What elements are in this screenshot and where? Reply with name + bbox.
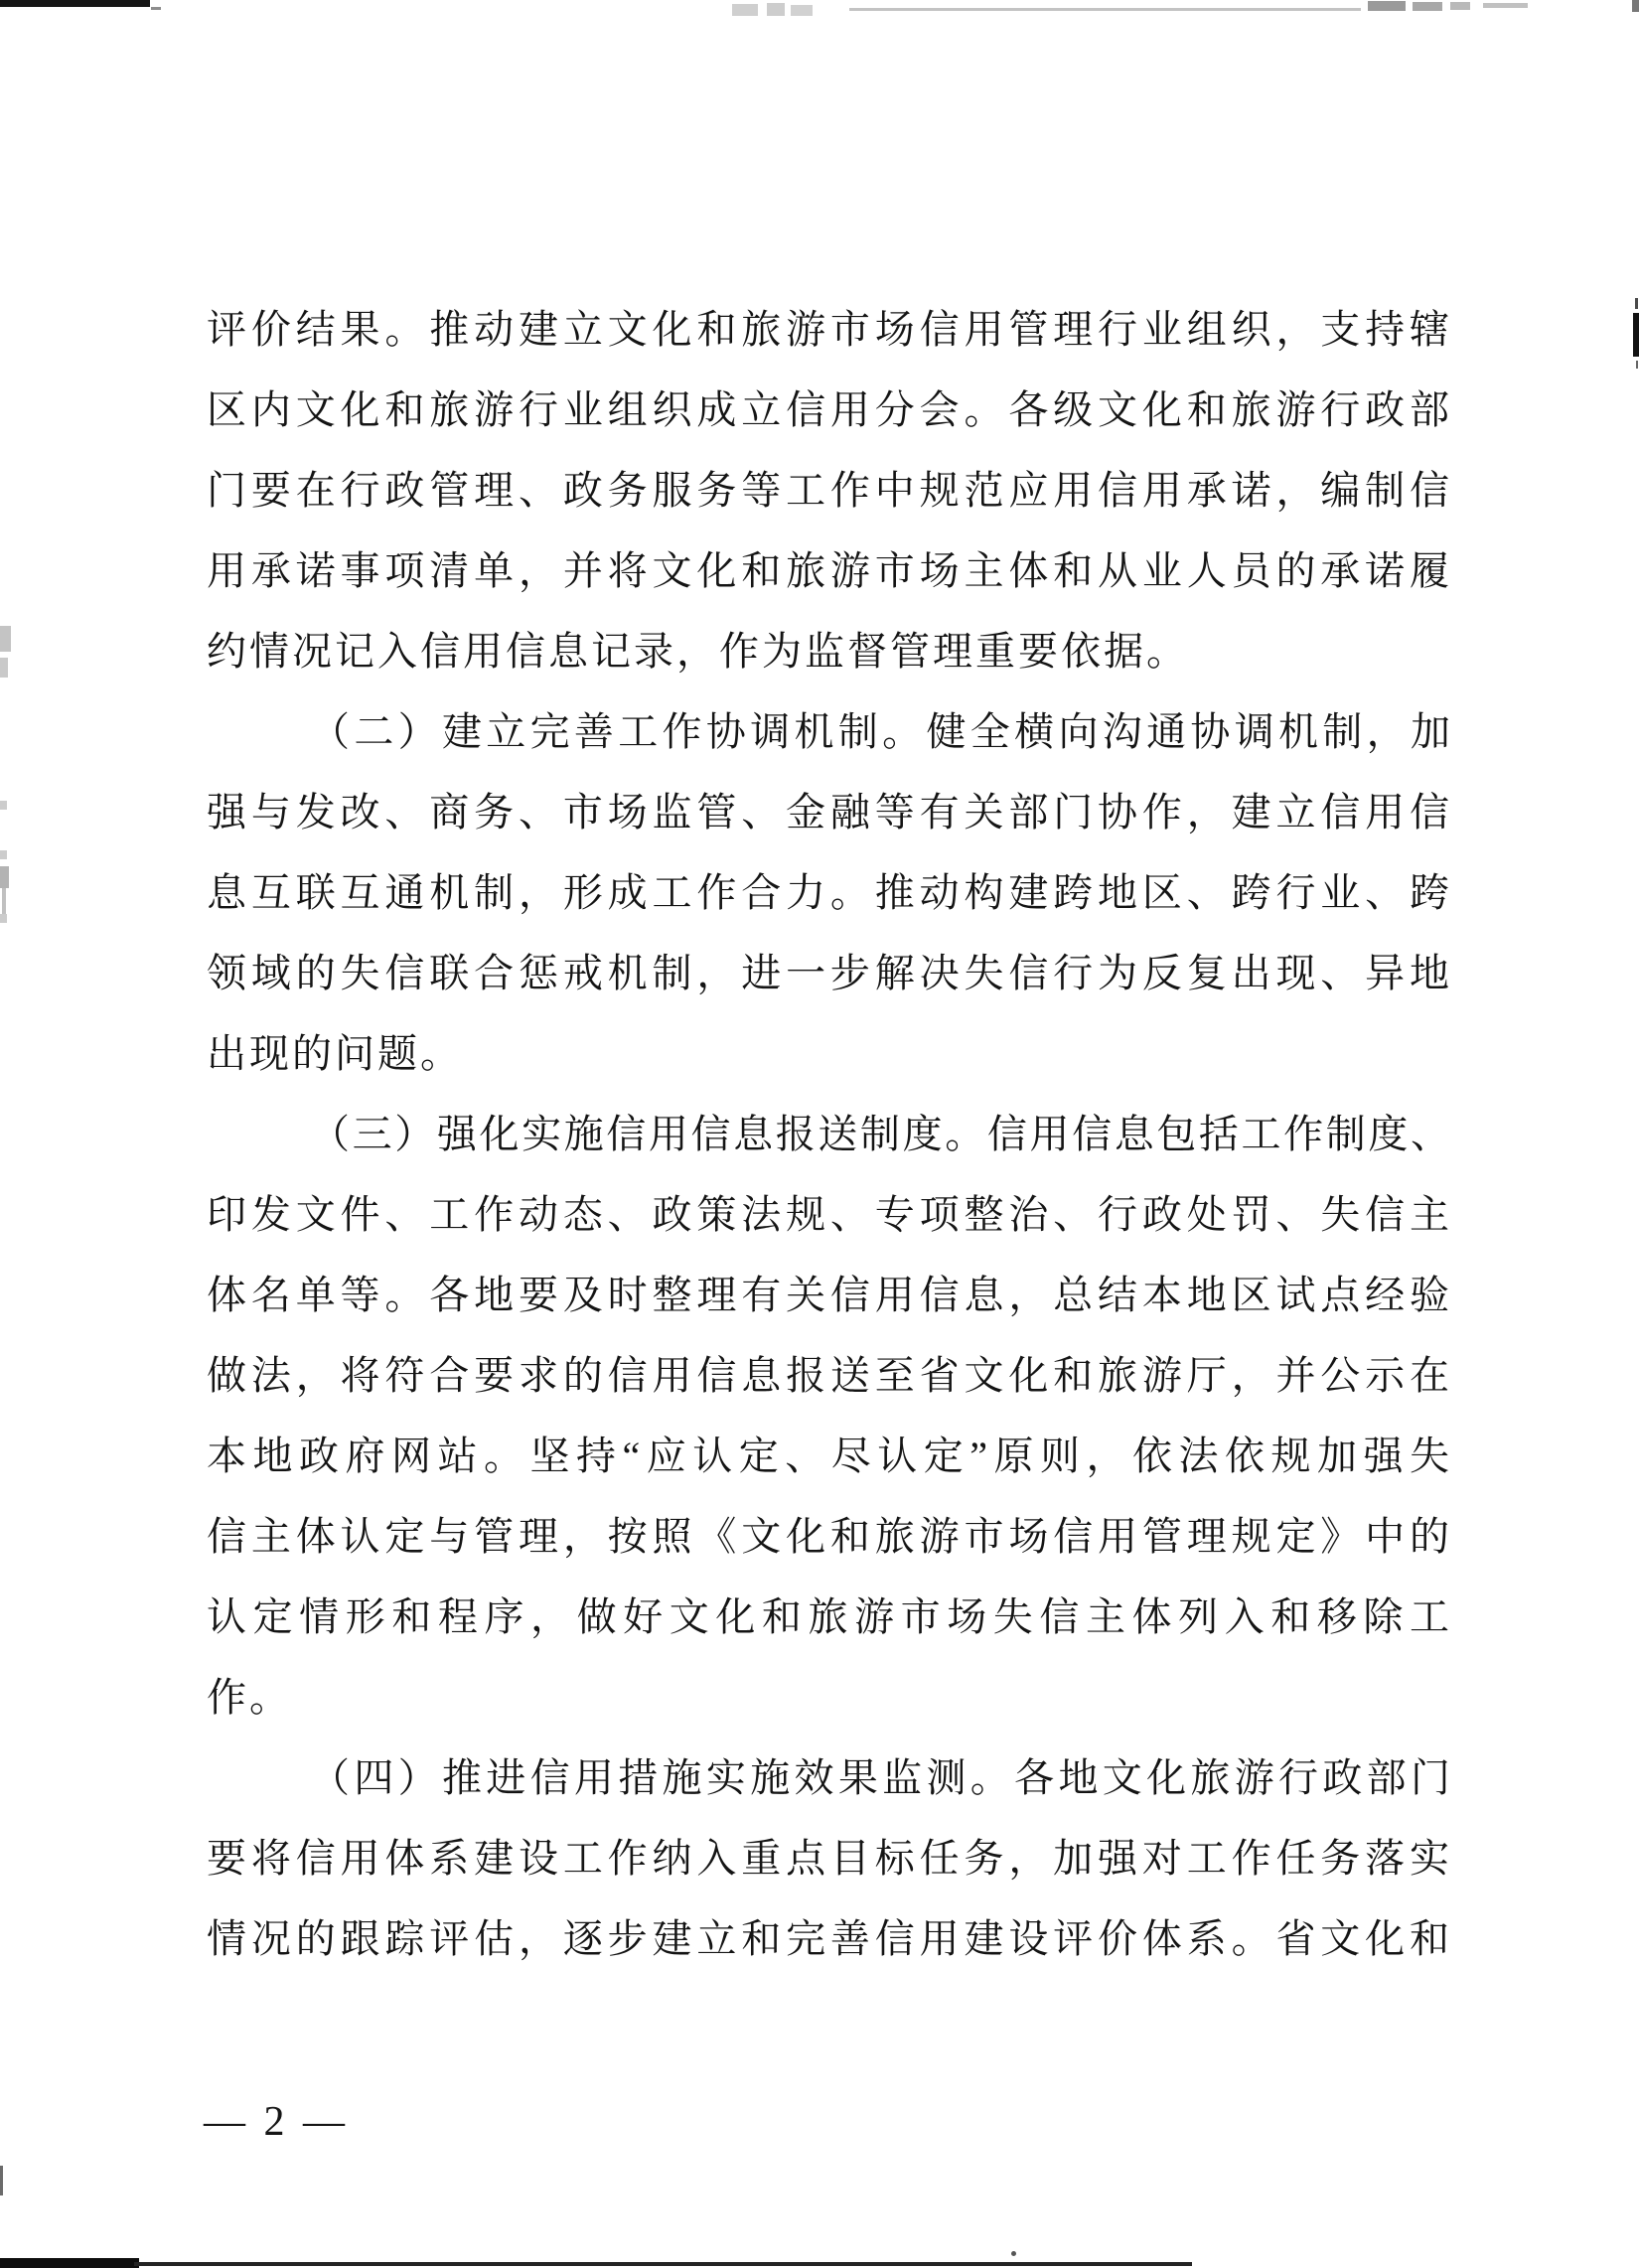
text-line: （四）推进信用措施实施效果监测。各地文化旅游行政部门 [310, 1755, 1452, 1800]
text-line: 约情况记入信用信息记录，作为监督管理重要依据。 [207, 629, 1189, 674]
document-body [207, 289, 1452, 1979]
scan-artifact-right-edge [1636, 361, 1638, 369]
text-line: 强与发改、商务、市场监管、金融等有关部门协作，建立信用信 [207, 790, 1452, 834]
scan-artifact-top-smudge [732, 4, 758, 16]
scan-artifact-left-edge [0, 658, 8, 678]
text-line: 情况的跟踪评估，逐步建立和完善信用建设评价体系。省文化和 [207, 1916, 1452, 1961]
scan-artifact-top-line [849, 8, 1361, 11]
scan-artifact-top-smudge [1483, 3, 1528, 8]
text-line: 作。 [207, 1675, 292, 1720]
scan-artifact-top-left-bar [0, 0, 150, 7]
scan-artifact-left-edge [0, 866, 9, 888]
scan-artifact-left-edge [0, 914, 7, 923]
text-line: 评价结果。推动建立文化和旅游市场信用管理行业组织，支持辖 [207, 307, 1452, 352]
scan-artifact-left-edge [0, 850, 7, 859]
text-line: 领域的失信联合惩戒机制，进一步解决失信行为反复出现、异地 [207, 951, 1452, 995]
scan-artifact-bottom-tick [0, 2166, 3, 2195]
scan-artifact-bottom-bar [0, 2258, 139, 2268]
scan-artifact-bottom-dot [1011, 2251, 1016, 2256]
scan-artifact-top-smudge [1368, 1, 1406, 11]
scan-artifact-left-edge [2, 888, 6, 914]
text-line: 信主体认定与管理，按照《文化和旅游市场信用管理规定》中的 [207, 1514, 1452, 1559]
text-line: 区内文化和旅游行业组织成立信用分会。各级文化和旅游行政部 [207, 387, 1452, 432]
scan-artifact-top-smudge [767, 3, 785, 16]
scan-artifact-left-edge [0, 626, 11, 652]
text-line: 用承诺事项清单，并将文化和旅游市场主体和从业人员的承诺履 [207, 548, 1452, 593]
scan-artifact-right-edge [1635, 298, 1638, 309]
text-line: （三）强化实施信用信息报送制度。信用信息包括工作制度、 [310, 1112, 1452, 1156]
text-line: （二）建立完善工作协调机制。健全横向沟通协调机制，加 [310, 709, 1452, 754]
scan-artifact-corner-dot [1632, 0, 1639, 12]
text-line: 印发文件、工作动态、政策法规、专项整治、行政处罚、失信主 [207, 1192, 1452, 1237]
text-line: 体名单等。各地要及时整理有关信用信息，总结本地区试点经验 [207, 1273, 1452, 1317]
scan-artifact-top-smudge [1413, 2, 1442, 11]
text-line: 息互联互通机制，形成工作合力。推动构建跨地区、跨行业、跨 [207, 870, 1452, 915]
page-number: — 2 — [204, 2099, 349, 2145]
text-line: 出现的问题。 [207, 1031, 463, 1076]
text-line: 门要在行政管理、政务服务等工作中规范应用信用承诺，编制信 [207, 468, 1452, 513]
scan-artifact-top-smudge [791, 5, 813, 16]
scan-artifact-top-tick [151, 7, 161, 10]
scan-artifact-bottom-line [134, 2262, 1192, 2266]
text-line: 要将信用体系建设工作纳入重点目标任务，加强对工作任务落实 [207, 1836, 1452, 1881]
scan-artifact-left-edge [0, 801, 7, 810]
text-line: 本地政府网站。坚持“应认定、尽认定”原则，依法依规加强失 [207, 1434, 1452, 1478]
text-line: 做法，将符合要求的信用信息报送至省文化和旅游厅，并公示在 [207, 1353, 1452, 1398]
scan-artifact-top-smudge [1450, 2, 1470, 10]
text-line: 认定情形和程序，做好文化和旅游市场失信主体列入和移除工 [207, 1594, 1452, 1639]
scan-artifact-right-edge [1633, 313, 1639, 357]
